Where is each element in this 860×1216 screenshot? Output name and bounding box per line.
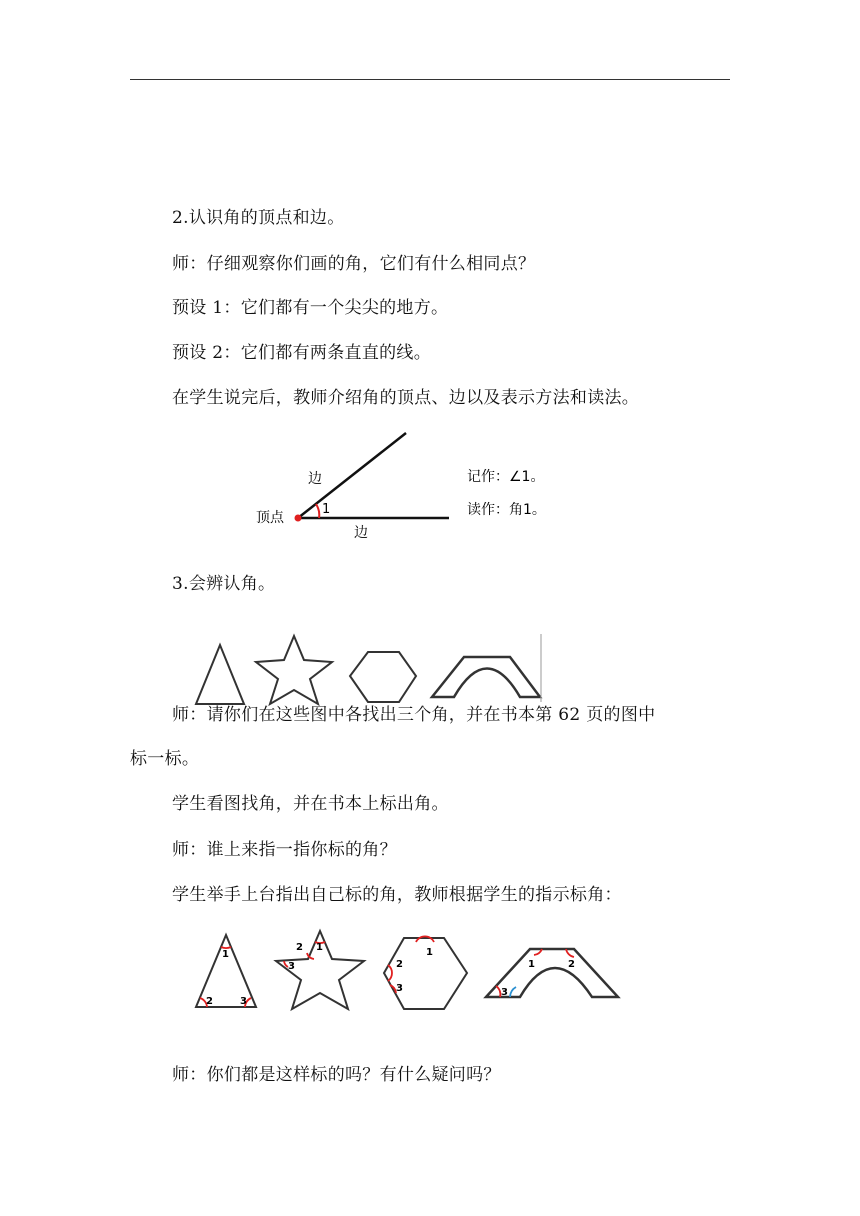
triangle-angle-1: 1 [222, 949, 229, 960]
hexagon-shape [350, 652, 416, 702]
unmarked-shapes [190, 632, 550, 712]
star-angle-1: 1 [316, 942, 323, 953]
marked-triangle [196, 935, 256, 1007]
teacher-final: 师：你们都是这样标的吗？有什么疑问吗？ [172, 1065, 501, 1085]
angle-arc [316, 504, 319, 518]
hexagon-angle-2: 2 [396, 959, 403, 970]
preset-1: 预设 1：它们都有一个尖尖的地方。 [172, 298, 449, 318]
angle-number: 1 [322, 502, 331, 517]
arch-shape [432, 657, 540, 697]
teacher-question: 师：仔细观察你们画的角，它们有什么相同点？ [172, 254, 536, 274]
students-find: 学生看图找角，并在书本上标出角。 [172, 794, 449, 814]
teacher-task-line2: 标一标。 [130, 749, 200, 769]
triangle-angle-2: 2 [206, 996, 213, 1007]
vertex-dot [295, 515, 302, 522]
hexagon-angle-1: 1 [426, 947, 433, 958]
arch-angle-3: 3 [501, 987, 508, 998]
marked-shapes [190, 925, 630, 1015]
intro-text: 在学生说完后，教师介绍角的顶点、边以及表示方法和读法。 [172, 388, 640, 408]
teacher-task-line1: 师：请你们在这些图中各找出三个角，并在书本第 62 页的图中 [172, 705, 656, 725]
reading-text: 读作：角1。 [467, 502, 546, 518]
triangle-angle-3: 3 [240, 996, 247, 1007]
star-angle-3: 3 [288, 961, 295, 972]
angle-diagram [250, 425, 580, 550]
arch-angle-1: 1 [528, 959, 535, 970]
section2-heading: 2.认识角的顶点和边。 [172, 208, 345, 228]
star-angle-2: 2 [296, 942, 303, 953]
arch-angle-2: 2 [568, 959, 575, 970]
vertex-label: 顶点 [256, 510, 284, 526]
students-point: 学生举手上台指出自己标的角，教师根据学生的指示标角： [172, 885, 622, 905]
triangle-shape [196, 645, 244, 704]
notation-text: 记作：∠1。 [467, 469, 545, 485]
star-shape [256, 636, 332, 704]
header-rule [130, 79, 730, 80]
side-bottom-label: 边 [354, 525, 368, 541]
teacher-who: 师：谁上来指一指你标的角？ [172, 840, 397, 860]
hexagon-angle-3: 3 [396, 983, 403, 994]
section3-heading: 3.会辨认角。 [172, 574, 276, 594]
preset-2: 预设 2：它们都有两条直直的线。 [172, 343, 432, 363]
side-top-label: 边 [308, 471, 322, 487]
